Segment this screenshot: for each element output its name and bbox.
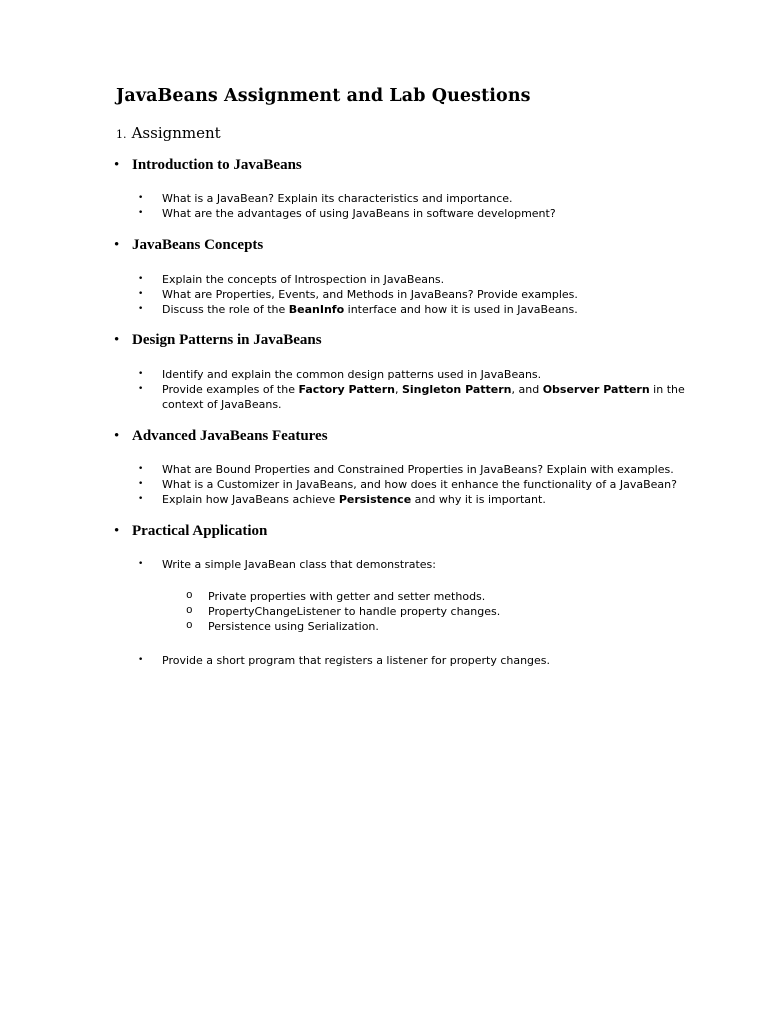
document-title: JavaBeans Assignment and Lab Questions [116, 86, 531, 106]
section-bullet-icon: • [114, 332, 120, 348]
list-item-continuation: context of JavaBeans. [162, 398, 282, 411]
list-item: Provide a short program that registers a listener for property changes. [162, 654, 551, 667]
item-bold-text: Persistence [338, 493, 412, 506]
sub-bullet-icon: o [186, 590, 193, 602]
section-heading: Practical Application [132, 523, 268, 539]
subheading-text: Assignment [131, 124, 221, 142]
list-item: What are the advantages of using JavaBeans in software development? [162, 207, 556, 220]
list-item [162, 382, 685, 397]
sub-list-item: Persistence using Serialization. [208, 620, 379, 633]
item-text: Discuss the role of the [162, 303, 289, 316]
item-text: and why it is important. [411, 493, 546, 506]
bullet-icon: • [138, 193, 144, 203]
subheading-number: 1. [116, 128, 127, 141]
section-bullet-icon: • [114, 237, 120, 253]
list-item: What is a Customizer in JavaBeans, and how does it enhance the functionality of a JavaBean? [162, 478, 677, 491]
list-item [162, 302, 578, 317]
item-text: , and [511, 383, 543, 396]
sub-list-item: Private properties with getter and setter methods. [208, 590, 486, 603]
item-bold-text: Singleton Pattern [401, 383, 512, 396]
sub-list-item: PropertyChangeListener to handle property changes. [208, 605, 501, 618]
list-item: What is a JavaBean? Explain its characteristics and importance. [162, 192, 513, 205]
bullet-icon: • [138, 289, 144, 299]
section-heading: Advanced JavaBeans Features [132, 428, 328, 444]
list-item: What are Bound Properties and Constrained Properties in JavaBeans? Explain with examples. [162, 463, 674, 476]
bullet-icon: • [138, 464, 144, 474]
bullet-icon: • [138, 655, 144, 665]
section-heading: Introduction to JavaBeans [132, 157, 302, 173]
bullet-icon: • [138, 384, 144, 394]
bullet-icon: • [138, 369, 144, 379]
section-bullet-icon: • [114, 523, 120, 539]
list-item: What are Properties, Events, and Methods in JavaBeans? Provide examples. [162, 288, 578, 301]
section-bullet-icon: • [114, 428, 120, 444]
list-item [162, 492, 546, 507]
section-heading: Design Patterns in JavaBeans [132, 332, 322, 348]
item-bold-text: BeanInfo [288, 303, 345, 316]
item-text: interface and how it is used in JavaBeans. [344, 303, 578, 316]
sub-bullet-icon: o [186, 620, 193, 632]
bullet-icon: • [138, 479, 144, 489]
item-bold-text: Observer Pattern [542, 383, 650, 396]
list-item: Identify and explain the common design patterns used in JavaBeans. [162, 368, 542, 381]
list-item: Explain the concepts of Introspection in JavaBeans. [162, 273, 445, 286]
item-text: , [394, 383, 402, 396]
bullet-icon: • [138, 494, 144, 504]
bullet-icon: • [138, 208, 144, 218]
bullet-icon: • [138, 559, 144, 569]
sub-bullet-icon: o [186, 605, 193, 617]
assignment-subheading [116, 123, 221, 142]
bullet-icon: • [138, 274, 144, 284]
section-bullet-icon: • [114, 157, 120, 173]
item-text: in the [649, 383, 685, 396]
section-heading: JavaBeans Concepts [132, 237, 264, 253]
item-text: Provide examples of the [162, 383, 299, 396]
item-text: Explain how JavaBeans achieve [162, 493, 339, 506]
item-bold-text: Factory Pattern [298, 383, 395, 396]
bullet-icon: • [138, 304, 144, 314]
list-item: Write a simple JavaBean class that demonstrates: [162, 558, 436, 571]
